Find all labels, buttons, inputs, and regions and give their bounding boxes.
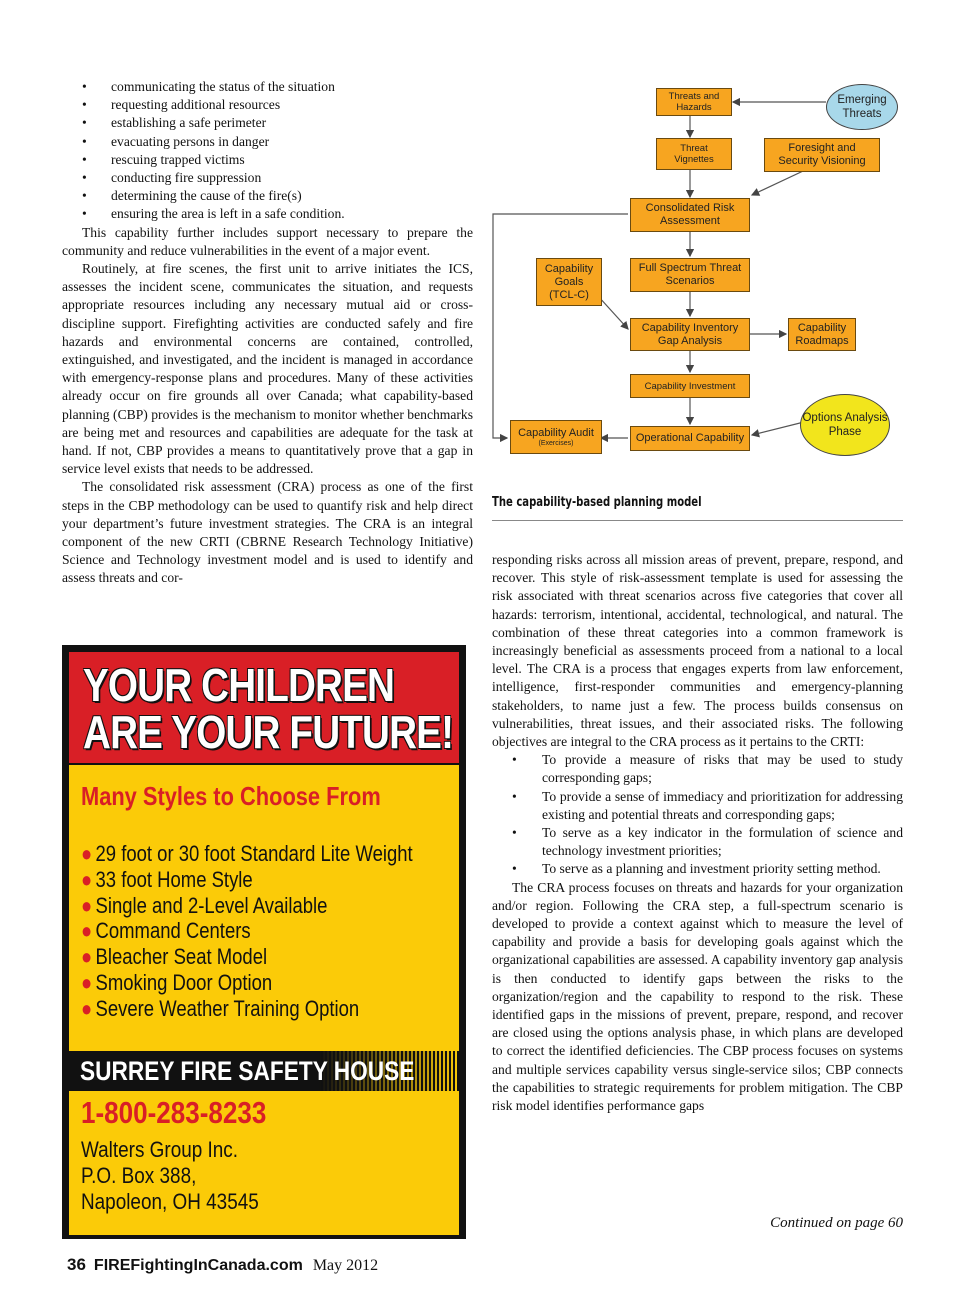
body-paragraph: The consolidated risk assessment (CRA) process as one of the first steps in the CBP methodology can be used to quantify risk and help direct your department’s future investment strategies. The CRA is an integral component of the new CRTI (CBRNE Research Technology Initiative) Science and Technology investment model and is used to identify and assess threats and cor- xyxy=(62,479,473,586)
list-item: ● 29 foot or 30 foot Standard Lite Weight xyxy=(81,841,413,866)
list-item: ● Single and 2-Level Available xyxy=(81,892,328,918)
ad-phone[interactable]: 1-800-283-8233 xyxy=(81,1095,267,1130)
bullet-icon: ● xyxy=(81,969,93,995)
capability-investment-box: Capability Investment xyxy=(630,374,750,398)
ad-contact-panel xyxy=(69,1091,459,1235)
list-item: • To provide a sense of immediacy and prioritization for addressing existing and potential threats and corresponding gaps; xyxy=(492,788,903,824)
ad-headline-line: ARE YOUR FUTURE! xyxy=(83,706,454,758)
continued-link[interactable]: Continued on page 60 xyxy=(770,1215,903,1231)
list-item: • establishing a safe perimeter xyxy=(62,114,473,132)
body-paragraph: Routinely, at fire scenes, the first unit to arrive initiates the ICS, assesses the incident scene, communicates the situation, and requests appropriate resources including any necessary mutual aid or cross-discipline support. Firefighting activities are conducted safely and fire hazards and environmental concerns are contained, controlled, extinguished, and investigated, and the incident is managed in accordance with emergency-response plans and procedures. Many of these activities already occur on fire grounds all over Canada; what capability-based planning (CBP) provides is the mechanism to monitor whether benchmarks are being met and resources and capabilities are adequate for the task at hand. If not, CBP provides a means to quantitatively prove that a gap in service level exists that needs to be addressed. xyxy=(62,261,473,477)
list-item: • conducting fire suppression xyxy=(62,169,473,187)
ad-brand-bar xyxy=(69,1051,459,1091)
site-link[interactable]: FIREFightingInCanada.com xyxy=(93,1257,303,1274)
left-column xyxy=(62,78,473,588)
ad-company: Walters Group Inc. xyxy=(81,1137,239,1162)
list-item: • determining the cause of the fire(s) xyxy=(62,187,473,205)
list-item: • ensuring the area is left in a safe condition. xyxy=(62,205,473,223)
list-item: ● Command Centers xyxy=(81,918,251,944)
threat-vignettes-box: Threat Vignettes xyxy=(656,138,732,170)
full-spectrum-scenarios-box: Full Spectrum Threat Scenarios xyxy=(630,258,750,292)
list-item: ● 33 foot Home Style xyxy=(81,866,253,892)
foresight-visioning-box: Foresight and Security Visioning xyxy=(764,138,880,172)
objectives-list xyxy=(492,751,903,878)
body-paragraph: The CRA process focuses on threats and hazards for your organization and/or region. Following the CRA step, a full-spectrum scenario is developed to provide a context against which to measure the level of capability and provide a basis for developing goals against which the organizational capabilities are assessed. A capability inventory gap analysis is then conducted to identify gaps between the risks to the organization/region and the capability to respond to the risk. These identified gaps in the missions of prevent, prepare, respond, and recover are closed using the options analysis phase, in which plans are developed to correct the identified deficiencies. The CBP process focuses on systems and multiple services capability versus single-service silos; CBP connects the capabilities to strategic requirements for problem mitigation. The CBP risk model identifies performance gaps xyxy=(492,879,903,1114)
list-item: • To serve as a key indicator in the formulation of science and technology investment priorities; xyxy=(492,824,903,860)
list-item: • requesting additional resources xyxy=(62,96,473,114)
surrey-fire-safety-house-ad[interactable] xyxy=(62,645,466,1239)
capability-task-list xyxy=(62,78,473,224)
list-item: • evacuating persons in danger xyxy=(62,133,473,151)
bullet-icon: ● xyxy=(81,892,93,918)
ad-headline xyxy=(83,659,454,758)
issue-date: May 2012 xyxy=(312,1257,379,1274)
list-item: • To serve as a planning and investment priority setting method. xyxy=(492,860,903,878)
ad-headline-line: YOUR CHILDREN xyxy=(83,659,395,711)
operational-capability-box: Operational Capability xyxy=(630,426,750,451)
ad-city: Napoleon, OH 43545 xyxy=(81,1189,259,1214)
ad-address xyxy=(81,1137,259,1215)
list-item: ● Smoking Door Option xyxy=(81,969,273,995)
body-paragraph: responding risks across all mission areas of prevent, prepare, respond, and recover. This style of risk-assessment template is used for assessing the risk associated with threat scenarios across five categories that cover all hazards: terrorism, intentional, accidental, technological, and natural. The combination of these threat categories into a common framework is increasingly beneficial as assessments proceed from a national to a local level. The CRA is a process that engages experts from law enforcement, intelligence, first-responder communities and emergency-planning stakeholders, to name just a few. The process builds consensus on vulnerabilities, threat issues, and their associated risks. The following objectives are integral to the CRA process as it pertains to the CRTI: xyxy=(492,552,903,750)
ad-headline-panel xyxy=(69,652,459,763)
capability-roadmaps-box: Capability Roadmaps xyxy=(788,318,856,351)
ad-brand: SURREY FIRE SAFETY HOUSE xyxy=(80,1056,415,1086)
cbp-model-diagram xyxy=(492,78,904,478)
bullet-icon: ● xyxy=(81,918,93,944)
capability-audit-label: Capability Audit xyxy=(518,426,594,439)
list-item: • To provide a measure of risks that may be used to study corresponding gaps; xyxy=(492,751,903,787)
consolidated-risk-assessment-box: Consolidated Risk Assessment xyxy=(630,198,750,232)
right-column xyxy=(492,551,903,1115)
list-item: ● Bleacher Seat Model xyxy=(81,944,268,970)
bullet-icon: ● xyxy=(81,841,93,866)
ad-features-panel xyxy=(69,765,459,1051)
threats-hazards-box: Threats and Hazards xyxy=(656,88,732,116)
bullet-icon: ● xyxy=(81,995,93,1021)
ad-po-box: P.O. Box 388, xyxy=(81,1163,197,1188)
gap-analysis-box: Capability Inventory Gap Analysis xyxy=(630,318,750,351)
page-number: 36 xyxy=(67,1255,86,1274)
ad-subhead: Many Styles to Choose From xyxy=(81,781,381,811)
bullet-icon: ● xyxy=(81,944,93,970)
ad-feature-list xyxy=(81,841,476,1022)
options-analysis-ellipse: Options Analysis Phase xyxy=(800,394,890,456)
list-item: • rescuing trapped victims xyxy=(62,151,473,169)
page-footer xyxy=(67,1255,378,1275)
body-paragraph: This capability further includes support necessary to prepare the community and reduce vulnerabilities in the event of a major event. xyxy=(62,224,473,258)
bullet-icon: ● xyxy=(81,866,93,892)
capability-audit-box xyxy=(510,420,602,454)
caption-divider xyxy=(492,520,903,521)
figure-caption: The capability-based planning model xyxy=(492,495,702,510)
emerging-threats-ellipse: Emerging Threats xyxy=(826,84,898,130)
capability-audit-sub: (Exercises) xyxy=(538,439,574,447)
list-item: ● Severe Weather Training Option xyxy=(81,995,360,1021)
list-item: • communicating the status of the situation xyxy=(62,78,473,96)
capability-goals-box: Capability Goals (TCL-C) xyxy=(536,258,602,306)
